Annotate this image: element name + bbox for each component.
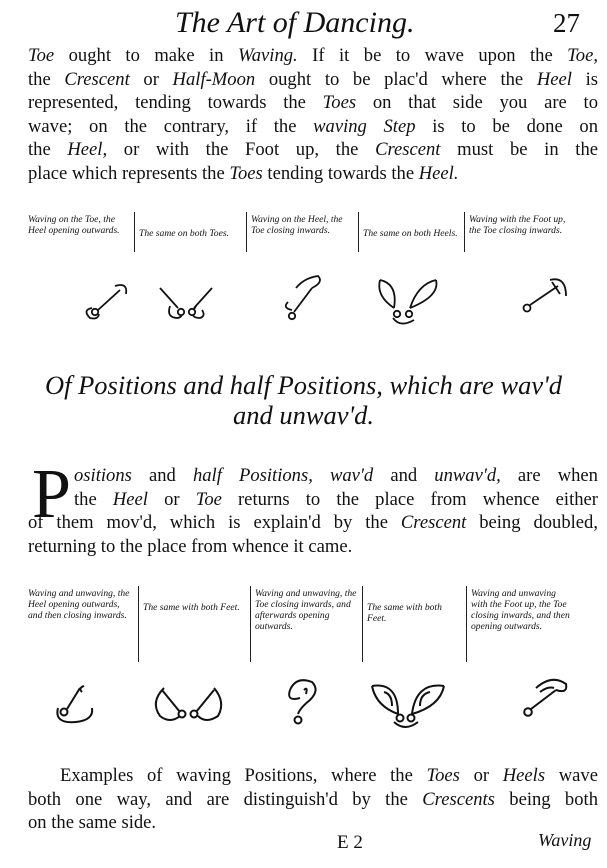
text-run: of them mov'd, which is explain'd by the	[28, 512, 401, 533]
text-run: or	[129, 68, 173, 90]
italic-run: Heel.	[418, 162, 459, 184]
italic-run: Toes	[426, 765, 460, 786]
drop-cap: P	[32, 456, 71, 533]
text-line	[28, 811, 598, 835]
text-line	[28, 488, 598, 512]
text-run: wave; on the contrary, if the	[28, 115, 314, 137]
italic-run: Half-Moon	[172, 68, 256, 90]
text-line	[28, 162, 598, 186]
text-line	[28, 511, 598, 535]
italic-run: Toes	[229, 162, 263, 184]
waving-unwaving-toe-figure	[289, 680, 315, 723]
text-run: If it be to wave upon the	[297, 45, 568, 66]
running-title: The Art of Dancing.	[175, 6, 415, 39]
text-run: on the same side.	[28, 812, 157, 833]
section-title-line-2: and unwav'd.	[232, 400, 375, 430]
text-run: is to be done on	[415, 115, 598, 137]
italic-run: Heel,	[67, 139, 108, 160]
text-run: and	[131, 465, 193, 486]
waving-unwaving-both-toes-figure	[372, 686, 444, 727]
text-line	[28, 91, 598, 115]
text-run: is	[571, 68, 598, 90]
waving-on-both-toes-figure	[160, 288, 212, 318]
italic-run: Heel	[112, 488, 148, 510]
text-run: Examples of waving Positions, where the	[60, 765, 427, 786]
caption-waving-unwaving-toe: Waving and unwaving, the Toe closing inwards, and afterwards opening outwards.	[250, 586, 362, 662]
page-header	[0, 6, 607, 40]
text-run: or	[459, 765, 503, 786]
text-run: or	[147, 488, 196, 510]
caption-waving-unwaving-foot-up: Waving and unwaving with the Foot up, the Toe closing inwards, and then opening outwards.	[466, 586, 576, 662]
text-run: and	[373, 465, 435, 486]
waving-foot-up-figure	[524, 279, 567, 311]
caption-waving-unwaving-heel: Waving and unwaving, the Heel opening outwards, and then closing inwards.	[28, 588, 130, 621]
text-run: the	[74, 488, 113, 510]
text-line	[28, 44, 598, 68]
text-line	[28, 138, 598, 162]
waving-unwaving-foot-up-figure	[524, 680, 566, 716]
caption-row-waving-unwaving	[28, 586, 576, 662]
section-title	[0, 370, 607, 430]
italic-run: Waving.	[237, 45, 298, 66]
text-line	[28, 464, 598, 488]
text-run: place which represents the	[28, 162, 230, 184]
waving-unwaving-both-feet-figure	[156, 688, 221, 720]
italic-run: ositions	[74, 465, 132, 486]
figure-row-waving-unwaving	[0, 672, 607, 732]
text-run: ought to make in	[54, 45, 238, 66]
waving-on-heel-figure	[286, 276, 320, 319]
text-line	[28, 788, 598, 812]
text-run: wave	[545, 765, 598, 786]
italic-run: Crescent	[375, 139, 441, 160]
text-run: must be in the	[440, 139, 598, 160]
italic-run: Crescents	[422, 788, 495, 810]
italic-run: Toe,	[567, 45, 598, 66]
caption-waving-on-heel: Waving on the Heel, the Toe closing inwards.	[246, 212, 358, 252]
text-run: being both	[494, 788, 598, 810]
caption-same-both-feet-1: The same with both Feet.	[138, 586, 250, 662]
italic-run: Toe	[28, 45, 55, 66]
text-line	[28, 115, 598, 139]
italic-run: Crescent	[400, 512, 467, 533]
text-run: represented, tending towards the	[28, 92, 323, 113]
italic-run: half Positions,	[192, 465, 313, 486]
text-line	[28, 764, 598, 788]
caption-waving-foot-up: Waving with the Foot up, the Toe closing inwards.	[464, 212, 576, 252]
text-line	[28, 535, 598, 559]
text-run: the	[28, 139, 68, 160]
paragraph-positions	[28, 456, 598, 558]
italic-run: Crescent	[64, 68, 130, 90]
text-run: returning to the place from whence it came.	[28, 535, 353, 557]
caption-waving-on-toe: Waving on the Toe, the Heel opening outwards.	[28, 214, 120, 236]
italic-run: waving Step	[313, 115, 416, 137]
text-run: the	[28, 68, 65, 90]
text-line	[28, 68, 598, 92]
text-run: or with the Foot up, the	[107, 139, 376, 160]
text-run: on that side you are to	[356, 92, 598, 113]
text-run: ought to be plac'd where the	[255, 68, 537, 90]
signature-mark: E 2	[337, 832, 363, 853]
caption-same-both-heels: The same on both Heels.	[358, 212, 464, 252]
paragraph-examples	[28, 764, 598, 835]
italic-run: unwav'd,	[434, 465, 501, 486]
catchword: Waving	[538, 830, 592, 850]
paragraph-waving-crescent	[28, 44, 598, 185]
waving-on-both-heels-figure	[379, 280, 436, 324]
text-run: are when	[500, 465, 598, 486]
caption-same-both-feet-2: The same with both Feet.	[362, 586, 466, 662]
figure-row-waving	[0, 272, 607, 332]
waving-on-toe-figure	[86, 285, 126, 319]
waving-unwaving-heel-figure	[57, 686, 92, 722]
italic-run: wav'd	[329, 465, 374, 486]
italic-run: Heels	[502, 765, 546, 786]
page-number: 27	[553, 8, 580, 38]
text-run: being doubled,	[466, 512, 598, 533]
section-title-line-1: Of Positions and half Positions, which are wav'd	[44, 370, 563, 400]
caption-same-both-toes: The same on both Toes.	[134, 212, 246, 252]
text-run: tending towards the	[262, 162, 419, 184]
caption-row-waving	[28, 212, 576, 252]
text-run	[313, 465, 330, 486]
italic-run: Toe	[195, 488, 222, 510]
italic-run: Toes	[322, 92, 357, 113]
text-run: returns to the place from whence either	[221, 488, 598, 510]
italic-run: Heel	[536, 68, 572, 90]
text-run: both one way, and are distinguish'd by the	[28, 788, 423, 810]
